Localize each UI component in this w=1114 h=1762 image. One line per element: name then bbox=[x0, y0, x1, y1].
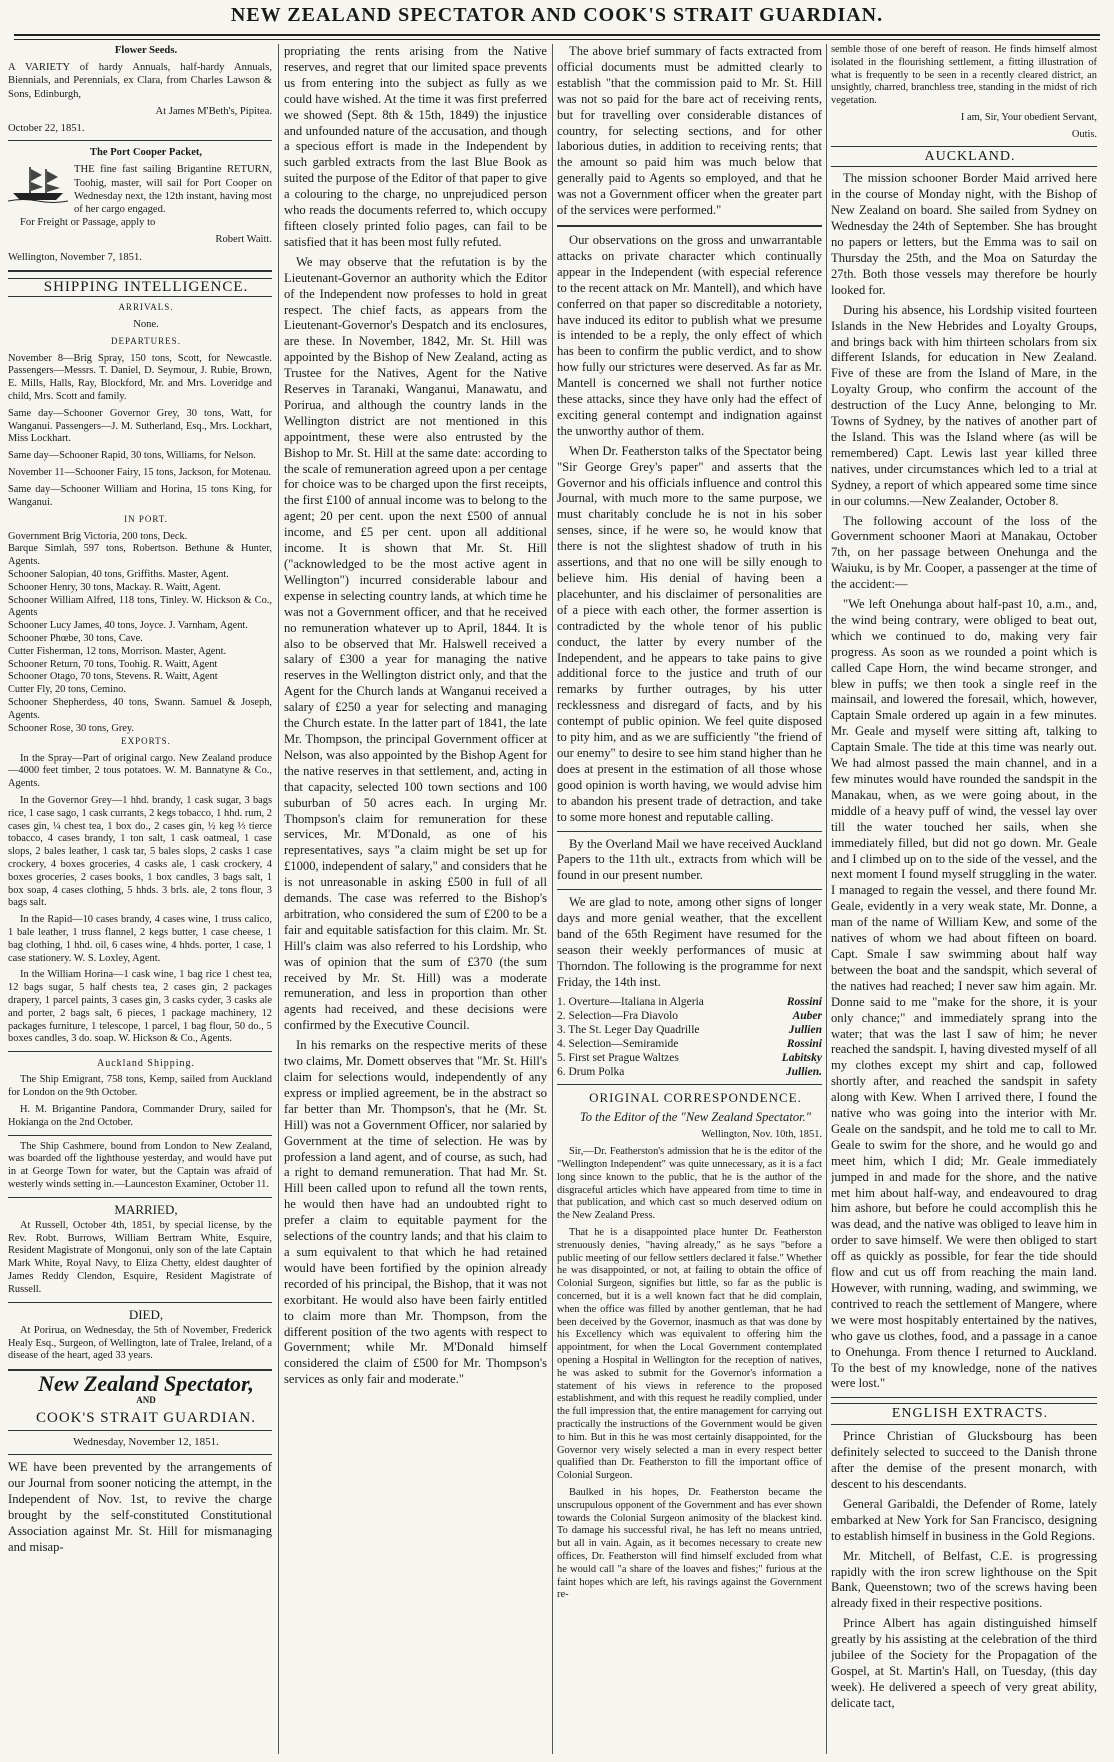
divider bbox=[557, 831, 822, 832]
notice-text: At Porirua, on Wednesday, the 5th of November, Frederick Healy Esq., Surgeon, of Wellington, late of Tralee, Ireland, of a disease of the heart, aged 33 years. bbox=[8, 1324, 272, 1362]
section-title: ORIGINAL CORRESPONDENCE. bbox=[589, 1089, 802, 1105]
sub-heading: ARRIVALS. bbox=[118, 302, 174, 313]
letter-paragraph: That he is a disappointed place hunter Dr. Featherston strenuously denies, "having already," as he says "before a public meeting of our fellow settlers declared it false." Whether he was disappointed, or not, at failing to obtain the office of Colonial Surgeon, signifies but little, so far as the public is concerned, but it is a well known fact that he did complain, when the office was filled by another gentleman, that he had been deceived by the Governor, inasmuch as that was done by his Excellency which was equivalent to offering him the appointment, for when the Local Government contemplated opening a Hospital in Wellington for the reception of natives, he was asked to submit for the Governor's information a statement of his views in reference to the proposed establishment, and with this request he readily complied, under the full impression that, the entire management for carrying out practically the instructions of the Government would be given to him. But in this he was most certainly disappointed, for the Governor very wisely selected a man in every respect better qualified than Dr. Featherston to fill the important office of Colonial Surgeon. bbox=[557, 1227, 822, 1482]
paper-subtitle: COOK'S STRAIT GUARDIAN. bbox=[35, 1409, 257, 1426]
list-item: November 11—Schooner Fairy, 15 tons, Jackson, for Motenau. bbox=[8, 467, 271, 479]
ad-signature: Robert Waitt. bbox=[215, 234, 272, 246]
section-title: AUCKLAND. bbox=[831, 146, 1097, 168]
ad-signature: At James M'Beth's, Pipitea. bbox=[155, 105, 272, 117]
divider bbox=[8, 1197, 272, 1198]
sub-heading: IN PORT. bbox=[124, 514, 168, 525]
notice-heading: DIED, bbox=[128, 1306, 164, 1322]
divider bbox=[8, 140, 272, 141]
article-paragraph: We are glad to note, among other signs of longer days and more genial weather, that the excellent band of the 65th Regiment have resumed for the season their weekly performances of music at Thorndon. The following is the programme for next Friday, the 14th inst. bbox=[557, 895, 822, 989]
programme-item: 2. Selection—Fra Diavolo Auber bbox=[557, 1009, 822, 1022]
article-paragraph: "We left Onehunga about half-past 10, a.m., and, the wind being contrary, were obliged to beat out, which we continued to do, making very fair progress. As soon as we rounded a point which is called Cape Horn, the wind became stronger, and blew in puffs; we then took a single reef in the mainsail, and lowered the foresail, which, however, Captain Smale ordered up again in a few minutes. Mr. Geale and myself were sitting aft, talking to Captain Smale. The tide at this time was nearly out. We had almost passed the main channel, and in a few minutes would have rounded the sandspit in the Manakau, when, as we were going about, in the middle of a heavy puff of wind, the vessel lay over till the water touched her sails, when she immediately filled, but did not go down. Mr. Geale and I climbed up on to the side of the vessel, and the next moment I found myself struggling in the water. I managed to regain the vessel, and there found Mr. Geale, evidently in a very weak state, Mr. Donne, a man of the name of William Kew, and some of the natives of whom we had about fifteen on board. Capt. Smale I saw swimming about half way between the boat and the sandspit, which several of the natives had reached; I never saw him again. Mr. Donne said to me "make for the shore, it is your only chance;" and immediately sprang into the water; that was the last I saw of him; he never reached the sandspit. I, having divested myself of all my clothes except my shirt and cap, followed shortly after, and reached the sandspit in safety along with Kew. When I arrived there, I found the native who was going into the interior with Mr. Geale on the sandspit, and he told me to call to Mr. Geale to swim for the shore, and he would go and meet him, which I did; Mr. Geale immediately jumped in and made for the shore, and the native met him about half-way, and endeavoured to drag him ashore, but before he could accomplish this he was dead, and the native was obliged to leave him in order to save himself. We were then obliged to start off as quickly as possible, for fear the tide should flow and cut us off from reaching the main land. However, with running, wading, and swimming, we contrived to reach the settlement of Mangere, where we were most hospitably entertained by the natives, who gave us clothes, food, and a passage in a canoe to Onehunga. From thence I returned to Auckland. To the best of my knowledge, none of the natives were lost." bbox=[831, 597, 1097, 1391]
programme-item: 6. Drum Polka Jullien. bbox=[557, 1065, 822, 1078]
notice-text: At Russell, October 4th, 1851, by special license, by the Rev. Robt. Burrows, William Bertram White, Esquire, Resident Magistrate of Mongonui, only son of the late Captain Mark White, Royal Navy, to Eliza Chetty, eldest daughter of James Reddy Clendon, Esquire, Resident Magistrate of Russell. bbox=[8, 1219, 272, 1295]
divider bbox=[557, 225, 822, 227]
issue-date: Wednesday, November 12, 1851. bbox=[73, 1435, 219, 1448]
ad-heading: The Port Cooper Packet, bbox=[89, 147, 203, 159]
divider bbox=[8, 1135, 272, 1136]
column-4 bbox=[831, 44, 1097, 1754]
list-item: Schooner Shepherdess, 40 tons, Swann. Samuel & Joseph, Agents. bbox=[8, 696, 272, 721]
exports-list bbox=[8, 753, 272, 1047]
column-divider bbox=[278, 44, 279, 1754]
column-3 bbox=[557, 44, 822, 1754]
list-item: H. M. Brigantine Pandora, Commander Drury, sailed for Hokianga on the 2nd October. bbox=[8, 1103, 272, 1128]
editorial-start: WE have been prevented by the arrangements of our Journal from sooner noticing the attempt, in the Independent of Nov. 1st, to revive the charge brought by the self-constituted Constitutional Association against Mr. St. Hill for mismanaging and misap- bbox=[8, 1460, 272, 1554]
list-item: In the Rapid—10 cases brandy, 4 cases wine, 1 truss calico, 1 bale leather, 1 truss flannel, 2 kegs butter, 1 case cheese, 1 bag clothing, 1 hhd. oil, 6 cases wine, 4 hhds. porter, 1 case, 1 case stationery. W. S. Loxley, Agent. bbox=[8, 914, 272, 964]
list-item: Same day—Schooner Rapid, 30 tons, Williams, for Nelson. bbox=[8, 450, 256, 462]
list-item: Cutter Fisherman, 12 tons, Morrison. Master, Agent. bbox=[8, 645, 227, 657]
letter-place: Wellington, Nov. 10th, 1851. bbox=[701, 1129, 822, 1141]
ship-advert bbox=[8, 163, 272, 216]
list-item: November 8—Brig Spray, 150 tons, Scott, for Newcastle. Passengers—Messrs. T. Daniel, D. Seymour, J. Rubie, Brown, E. Mills, Halls, Ray, Blockford, Mr. and Mrs. Loveridge and child, Mrs. Scott and family. bbox=[8, 352, 272, 403]
auckland-shipping bbox=[8, 1074, 272, 1191]
letter-end bbox=[831, 44, 1097, 142]
list-item: Schooner Salopian, 40 tons, Griffiths. Master, Agent. bbox=[8, 569, 229, 581]
masthead-rule bbox=[14, 34, 1100, 40]
article-paragraph: In his remarks on the respective merits of these two claims, Mr. Domett observes that "Mr. St. Hill's claim for selections would, independently of any express or implied agreement, be in the abstract so far better than Mr. Thompson's, that he (Mr. St. Hill) was not a Government Officer, nor salaried by Government at the time of selection. He was by profession a land agent, and of course, as such, had a right to demand remuneration. That had Mr. St. Hill been called upon to refund all the town rents, he would then have had an undoubted right to prefer a claim to equitable payment for the selections of the country lands; and that his claim to a sum equivalent to that which he had retained would have been fortified by the opinion already recorded of his principal, the Bishop, that it was not exorbitant. He would also have been fairly entitled to claim more than Mr. Thompson, from the different position of the two agents with respect to Government; while Mr. M'Donald himself considered the claim of £500 for Mr. Thompson's services as only fair and moderate." bbox=[284, 1038, 547, 1387]
list-item: Cutter Fly, 20 tons, Cemino. bbox=[8, 684, 126, 696]
article-paragraph: Prince Albert has again distinguished himself greatly by his assisting at the celebration of the third jubilee of the Society for the Propagation of the Gospel, at St. Martin's Hall, on Tuesday, (this day week). He delivered a speech of very great ability, delicate tact, bbox=[831, 1616, 1097, 1710]
section-title: ENGLISH EXTRACTS. bbox=[831, 1403, 1097, 1425]
article-paragraph: During his absence, his Lordship visited fourteen Islands in the New Hebrides and Loyalty Groups, and brings back with him thirteen scholars from six different Islands, for education in New Zealand. Five of these are from the Island of Mare, in the Loyalty Group, who confirm the account of the destruction of the Lucy Anne, belonging to Mr. Towns of Sydney, by the natives of another part of the Island. This was the Island where (as will be remembered) Capt. Lewis last year killed three natives, under circumstances which led to a trial at Sydney, a report of which appeared some time since in our columns.—New Zealander, October 8. bbox=[831, 302, 1097, 508]
list-item: Schooner Henry, 30 tons, Mackay. R. Waitt, Agent. bbox=[8, 581, 221, 593]
text: None. bbox=[133, 319, 159, 331]
letter-paragraph: Baulked in his hopes, Dr. Featherston became the unscrupulous opponent of the Government and has ever shown towards the Colonial Surgeon animosity of the blackest kind. To damage his successful rival, he has left no means untried, but all in vain. Again, as it becomes necessary to create new offices, Dr. Featherston will find himself excluded from what he would call "a share of the loaves and fishes;" furious at the faint hopes which are left, his ravings against the Government re- bbox=[557, 1486, 822, 1601]
list-item: In the Governor Grey—1 hhd. brandy, 1 cask sugar, 3 bags rice, 1 case sago, 1 cask currants, 2 kegs tobacco, 1 hhd. rum, 2 cases gin, ¼ chest tea, 1 box do., 2 cases gin, ½ keg ⅓ tierce tobacco, 4 cases brandy, 1 ton salt, 1 cask oatmeal, 1 case slops, 2 bales leather, 1 cask tar, 5 bales slops, 2 casks 1 case crockery, 4 boxes groceries, 4 casks ale, 1 cask crockery, 4 boxes groceries, 2 cases books, 1 box candles, 3 bags salt, 1 box soap, 4 cases clothing, 5 hhds. 3 brls. ale, 2 tons flour, 3 bags salt. bbox=[8, 794, 272, 909]
ad-heading: Flower Seeds. bbox=[114, 45, 178, 56]
column-divider bbox=[826, 44, 827, 1754]
ad-date: Wellington, November 7, 1851. bbox=[8, 251, 142, 263]
departures-list bbox=[8, 353, 272, 510]
list-item: In the William Horina—1 cask wine, 1 bag rice 1 chest tea, 12 bags sugar, 5 half chests tea, 2 cases gin, 2 packages drapery, 1 parcel paints, 3 cases gin, 3 casks cyder, 3 casks ale and porter, 2 bags salt, 6 pieces, 1 package machinery, 12 packages furniture, 1 telescope, 1 parcel, 1 bag flour, 50 do., 5 boxes candles, 3 do. soap. W. Hickson & Co., Agents. bbox=[8, 969, 272, 1045]
letter-signature: Outis. bbox=[1071, 128, 1097, 140]
sub-heading: EXPORTS. bbox=[121, 736, 171, 747]
paper-and: AND bbox=[136, 1395, 156, 1406]
inport-list bbox=[8, 531, 272, 736]
divider bbox=[8, 1454, 272, 1455]
column-1 bbox=[8, 44, 272, 1754]
list-item: Schooner Return, 70 tons, Toohig. R. Waitt, Agent bbox=[8, 658, 218, 670]
programme-item: 5. First set Prague Waltzes Labitsky bbox=[557, 1051, 822, 1064]
notice-heading: MARRIED, bbox=[114, 1201, 178, 1217]
list-item: Schooner William Alfred, 118 tons, Tinley. W. Hickson & Co., Agents bbox=[8, 594, 272, 619]
sub-heading: Auckland Shipping. bbox=[97, 1058, 195, 1070]
ad-date: October 22, 1851. bbox=[8, 123, 85, 135]
masthead: NEW ZEALAND SPECTATOR AND COOK'S STRAIT GUARDIAN. bbox=[230, 4, 884, 26]
article-paragraph: Our observations on the gross and unwarrantable attacks on private character which continually appear in the Independent (with especial reference to the recent attack on Mr. Mantell), and which have conferred on that paper so discreditable a notoriety, have induced its editor to publish what we presume is intended to be a reply, the only effect of which has been to confirm the public verdict, and to show how fully our strictures were deserved. As far as Mr. Mantell is concerned we shall not further notice these attacks, since they have only had the effect of exciting general contempt and indignation against the unworthy author of them. bbox=[557, 232, 822, 438]
paper-title: New Zealand Spectator, bbox=[38, 1371, 254, 1397]
article-paragraph: The above brief summary of facts extracted from official documents must be admitted clearly to establish "that the commission paid to Mr. St. Hill was not so paid for the bare act of receiving rents, but for travelling over considerable distances of country, for selecting sections, and for other laborious duties, in addition to receiving rents; that the amount so paid him was much below that generally paid to Agents so employed, and that he was not a Government officer when the greater part of the services were performed." bbox=[557, 44, 822, 218]
list-item: Barque Simlah, 597 tons, Robertson. Bethune & Hunter, Agents. bbox=[8, 543, 272, 568]
divider bbox=[8, 1302, 272, 1303]
article-paragraph: The following account of the loss of the Government schooner Maori at Manakau, October 7th, on her passage between Onehunga and the Waiuku, is by Mr. Cooper, a passenger at the time of the accident:— bbox=[831, 513, 1097, 592]
list-item: Same day—Schooner Governor Grey, 30 tons, Watt, for Wanganui. Passengers—J. M. Sutherland, Esq., Mrs. Lockhart, Miss Lockhart. bbox=[8, 407, 272, 445]
ad-text: A VARIETY of hardy Annuals, half-hardy Annuals, Biennials, and Perennials, ex Clara, from Charles Lawson & Sons, Edinburgh, bbox=[8, 62, 272, 100]
divider bbox=[557, 889, 822, 890]
letter-paragraph: Sir,—Dr. Featherston's admission that he is the editor of the "Wellington Independent" was quite unnecessary, as it is a fact long since known to the public, that he is the author of the disgraceful articles which have appeared from time to time in that publication, and which cast so much deserved odium on the New Zealand Press. bbox=[557, 1146, 822, 1222]
divider bbox=[8, 1430, 272, 1431]
letter-address: To the Editor of the "New Zealand Spectator." bbox=[579, 1109, 812, 1124]
section-title: SHIPPING INTELLIGENCE. bbox=[8, 278, 272, 297]
letter-close: I am, Sir, Your obedient Servant, bbox=[960, 111, 1097, 123]
article-paragraph: Mr. Mitchell, of Belfast, C.E. is progressing rapidly with the iron screw lighthouse on the Spit Bank, Queenstown; two of the screws having been already fixed in their respective positions. bbox=[831, 1548, 1097, 1611]
list-item: Schooner Phœbe, 30 tons, Cave. bbox=[8, 633, 143, 644]
ad-text: THE fine fast sailing Brigantine RETURN, Toohig, master, will sail for Port Cooper on Wednesday next, the 12th instant, having most of her cargo engaged. bbox=[74, 164, 272, 216]
sub-heading: DEPARTURES. bbox=[111, 336, 181, 347]
article-paragraph: When Dr. Featherston talks of the Spectator being "Sir George Grey's paper" and asserts that the Governor and his officials influence and control this Journal, with much more to the same purpose, we must charitably conclude he is not in his sober senses, since, if he were so, he would know that there is not the slightest shadow of truth in his assertions, and that no one will be silly enough to believe him. His denial of having been a placehunter, and his disclaimer of personalities are of a piece with each other, the former assertion is contradicted by the whole tenor of his public conduct, the latter by every number of the Independent, and he appears to take pains to give additional force to the justice and truth of our remarks by further outrages, by his utter recklessness and disregard of facts, and by his contempt of public opinion. We feel quite disposed to pity him, and as we are sufficiently "the friend of our enemy" to desire to see him stand higher than he does at present in the estimation of all those whose good opinion is worth having, we would advise him to abandon his present trade of detraction, and take to some more honest and reputable calling. bbox=[557, 443, 822, 824]
divider bbox=[831, 1397, 1097, 1398]
list-item: The Ship Cashmere, bound from London to New Zealand, was boarded off the lighthouse yesterday, and would have put in at George Town for water, but the Captain was afraid of westerly winds setting in.—Launceston Examiner, October 11. bbox=[8, 1140, 272, 1190]
list-item: Schooner Lucy James, 40 tons, Joyce. J. Varnham, Agent. bbox=[8, 620, 248, 632]
concert-programme bbox=[557, 995, 822, 1079]
article-paragraph: General Garibaldi, the Defender of Rome, lately embarked at New York for San Francisco, designing to establish himself in business in the Gold Regions. bbox=[831, 1496, 1097, 1543]
list-item: In the Spray—Part of original cargo. New Zealand produce—4000 feet timber, 2 tous potatoes. W. M. Bannatyne & Co., Agents. bbox=[8, 752, 272, 790]
list-item: Same day—Schooner William and Horina, 15 tons King, for Wanganui. bbox=[8, 483, 272, 508]
list-item: Schooner Rose, 30 tons, Grey. bbox=[8, 722, 135, 734]
column-divider bbox=[552, 44, 553, 1754]
column-2 bbox=[284, 44, 547, 1754]
article-paragraph: By the Overland Mail we have received Auckland Papers to the 11th ult., extracts from which will be found in our present number. bbox=[557, 836, 822, 883]
article-paragraph: Prince Christian of Glucksbourg has been definitely selected to succeed to the Danish throne after the demise of the present monarch, with descent to his descendants. bbox=[831, 1429, 1097, 1491]
article-paragraph: The mission schooner Border Maid arrived here in the course of Monday night, with the Bishop of New Zealand on board. She sailed from Sydney on Wednesday the 24th of September. She has brought no papers or letters, but the Emma was to sail on Thursday the 25th, and the Moa on Saturday the 27th. Both those vessels may therefore be hourly looked for. bbox=[831, 171, 1097, 297]
divider bbox=[557, 1084, 822, 1085]
list-item: Schooner Otago, 70 tons, Stevens. R. Waitt, Agent bbox=[8, 671, 218, 683]
correspondence bbox=[557, 1129, 822, 1602]
sailing-ship-icon bbox=[8, 163, 68, 203]
list-item: The Ship Emigrant, 758 tons, Kemp, sailed from Auckland for London on the 9th October. bbox=[8, 1074, 272, 1099]
programme-item: 1. Overture—Italiana in Algeria Rossini bbox=[557, 995, 822, 1008]
article-paragraph: We may observe that the refutation is by the Lieutenant-Governor an authority which the Editor of the Independent now professes to hold in great respect. The chief facts, as appears from the Lieutenant-Governor's Despatch and its enclosures, are these. In November, 1842, Mr. St. Hill was appointed by the Bishop of New Zealand, acting as Trustee for the Natives, Agent for the Native Reserves in Taranaki, Wanganui, Manawatu, and Porirua, and although the country lands in the Wellington district are not mentioned in this appointment, these were also entrusted by the Bishop to Mr. St. Hill at the same date: according to the scale of remuneration agreed upon a per centage for choice was to be charged upon the first receipts, the first £100 of annual income was to belong to the agent; 20 per cent. upon the next £500 of annual income, and £5 per cent. upon all additional income. It is shown that Mr. St. Hill ("acknowledged to be the most active agent in Wellington") incurred considerable labour and expense in selecting country lands, at which time he was not a Government officer, and that he received no remuneration whatever up to April, 1844. It is also to be observed that Mr. Halswell received a salary of £300 a year for managing the native reserves in the Wellington district only, and that the Agent for the Church lands at Wanganui received a salary of £250 a year for selecting and managing the Church estate. In the latter part of 1841, the late Mr. Thompson, the principal Government officer at Nelson, was also appointed by the Bishop Agent for the native reserves in that settlement, and, acting in that capacity, selected 100 town sections and 100 suburban of 50 acres each. In urging Mr. Thompson's claim for remuneration for these services, Mr. M'Donald, as one of his representatives, says "a claim might be set up for £1000, independent of salary," and considers that he is not unreasonable in asking £500 in full of all demands. The case was referred to the Bishop's arbitration, who considered the sum of £200 to be a fair and equitable satisfaction for this claim. Mr. St. Hill's claim was also referred to his Lordship, who was of opinion that the sum of £370 (the sum received by Mr. St. Hill) was a moderate remuneration, and less in proportion than other agents had received, and these decisions were confirmed by the Executive Council. bbox=[284, 254, 547, 1033]
programme-item: 4. Selection—Semiramide Rossini bbox=[557, 1037, 822, 1050]
ad-text: For Freight or Passage, apply to bbox=[20, 217, 156, 229]
programme-item: 3. The St. Leger Day Quadrille Jullien bbox=[557, 1023, 822, 1036]
article-paragraph: propriating the rents arising from the Native reserves, and regret that our limited space prevents us from entering into the subject as fully as we could have wished. At the time it was first preferred we showed (Sept. 8th & 15th, 1849) the injustice and unfounded nature of the accusation, and though a specious effort is made in the Independent by such garbled extracts from the last Blue Book as suited the purpose of the Editor of that paper to give a colouring to the charge, no unprejudiced person who reads the documents referred to, which occupy fifteen closely printed folio pages, can fail to be satisfied that it has been most fully refuted. bbox=[284, 44, 547, 249]
divider bbox=[8, 1051, 272, 1052]
divider bbox=[8, 270, 272, 272]
letter-paragraph: semble those of one bereft of reason. He finds himself almost isolated in the flourishing settlement, a fitting illustration of what is frequently to be seen in a recently cleared district, an unsightly, charred, branchless tree, standing in the midst of rich vegetation. bbox=[831, 44, 1097, 107]
list-item: Government Brig Victoria, 200 tons, Deck. bbox=[8, 530, 188, 542]
